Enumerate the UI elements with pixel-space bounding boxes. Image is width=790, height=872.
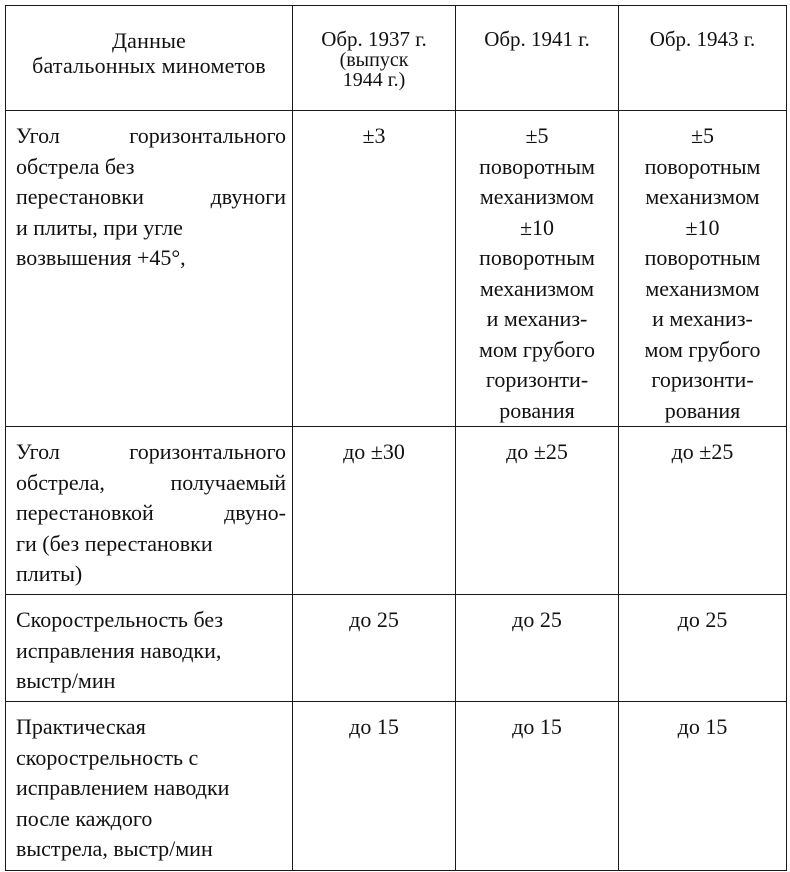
header-model-1941 [456,6,619,111]
value-line: до ±25 [506,439,568,464]
value-line: до ±30 [343,439,405,464]
value-line: поворотным [479,153,595,179]
value-cell-1937 [293,595,456,702]
mortar-comparison-table [5,5,787,871]
parameter-cell [6,595,293,702]
text-line: возвышения +45°, [16,245,186,270]
value-cell-1943 [619,595,787,702]
text-line: Угол горизонтального [16,123,286,148]
value-cell-1937 [293,427,456,595]
value-line: до 25 [349,607,399,632]
header-label-line: батальонных минометов [32,53,266,78]
value-line: горизонти- [651,367,754,392]
header-model-1943 [619,6,787,111]
value-cell-1937 [293,111,456,427]
value-line: ±10 [685,214,720,240]
value-line: ±3 [362,123,386,148]
text-line: выстр/мин [16,668,116,693]
value-line: мом грубого [478,336,596,362]
table-row [6,427,787,595]
value-line: до 15 [677,714,728,739]
parameter-cell [6,111,293,427]
text-line: обстрела, получаемый [16,469,286,495]
value-cell-1941 [456,702,619,871]
value-line: и механиз- [652,306,753,331]
value-line: механизмом [645,275,760,301]
header-model-1937 [293,6,456,111]
text-line: и плиты, при угле [16,214,183,240]
value-line: рования [664,397,741,423]
text-line: скорострельность с [16,744,199,770]
text-line: Угол горизонтального [16,439,286,464]
header-model-note: 1944 г.) [342,69,406,91]
text-line: обстрела без [16,153,135,179]
header-model-title: Обр. 1941 г. [484,27,590,51]
parameter-cell [6,702,293,871]
value-line: мом грубого [644,336,761,362]
text-line: Скорострельность без [16,607,224,632]
text-line: выстрела, выстр/мин [16,836,213,861]
header-label-line: Данные [111,28,187,53]
mortar-spec-sheet [5,5,786,866]
value-line: до 15 [349,714,399,739]
text-line: исправления наводки, [16,637,222,663]
value-line: механизмом [479,184,595,209]
parameter-cell [6,427,293,595]
value-line: механизмом [479,275,595,301]
value-line: до 25 [512,607,562,632]
value-line: до ±25 [671,439,734,464]
value-cell-1937 [293,702,456,871]
value-line: поворотным [644,245,761,270]
text-line: после каждого [16,805,153,831]
text-line: перестановки двуноги [16,184,286,209]
header-model-note: (выпуск [339,49,409,71]
value-line: до 15 [512,714,562,739]
value-cell-1943 [619,702,787,871]
text-line: исправлением наводки [16,775,230,800]
value-cell-1941 [456,427,619,595]
header-parameter-column [6,6,293,111]
header-model-title: Обр. 1943 г. [649,27,756,51]
text-line: плиты) [16,561,83,586]
value-cell-1941 [456,111,619,427]
value-line: рования [499,397,575,423]
value-line: ±5 [690,123,715,148]
value-line: механизмом [645,184,760,209]
header-model-title: Обр. 1937 г. [321,27,427,51]
value-cell-1941 [456,595,619,702]
table-row [6,595,787,702]
value-line: до 25 [677,607,728,632]
value-line: ±5 [525,123,549,148]
value-line: поворотным [644,153,761,179]
table-row [6,702,787,871]
value-line: ±10 [519,214,555,240]
value-cell-1943 [619,111,787,427]
value-line: горизонти- [485,367,589,392]
text-line: Практическая [16,714,146,739]
text-line: перестановкой двуно- [16,500,286,525]
table-row [6,111,787,427]
value-line: поворотным [479,245,595,270]
text-line: ги (без перестановки [16,530,213,556]
value-line: и механиз- [486,306,588,331]
value-cell-1943 [619,427,787,595]
header-row [6,6,787,111]
